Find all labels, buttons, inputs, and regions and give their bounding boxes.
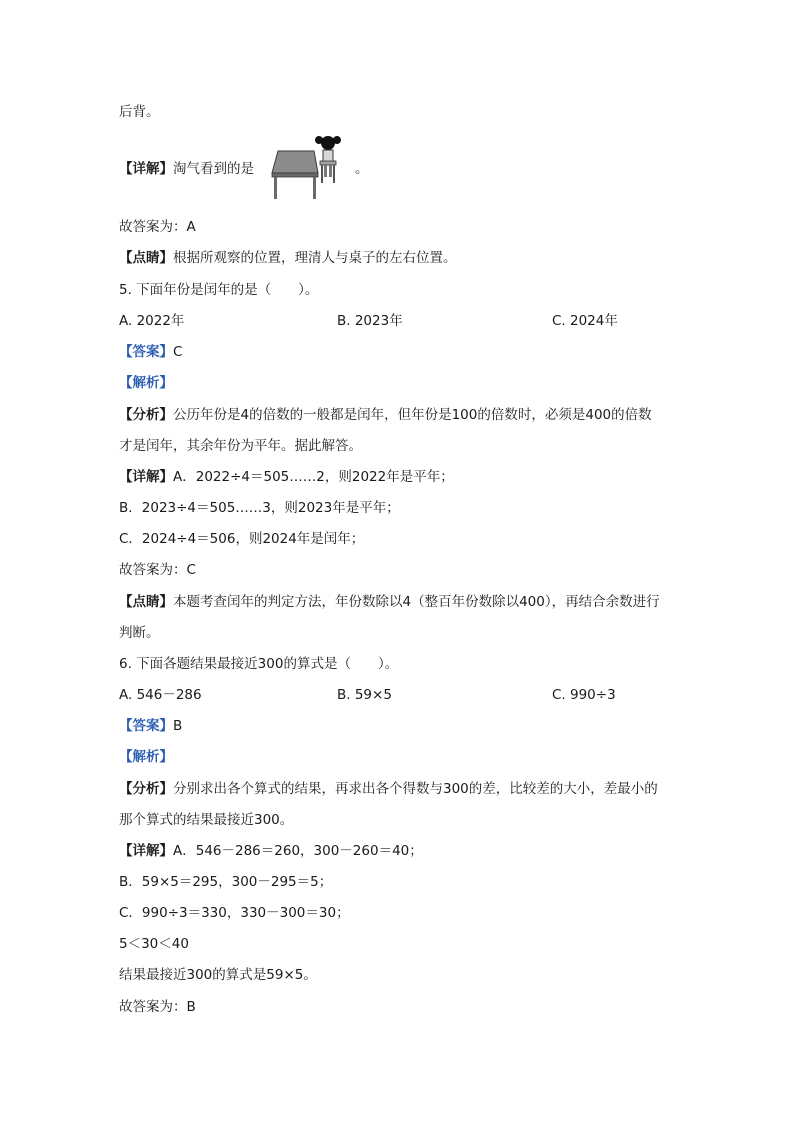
q5-detail-line-3: C．2024÷4＝506，则2024年是闰年； (119, 531, 365, 547)
q6-answer-line (119, 717, 182, 735)
tip-text: 根据所观察的位置，理清人与桌子的左右位置。 (173, 250, 457, 266)
answer-tag: 【答案】 (119, 344, 173, 360)
detail-text: A．546－286＝260，300－260＝40； (173, 843, 423, 859)
answer-tag: 【答案】 (119, 718, 173, 734)
q6-analysis-tag (119, 748, 173, 766)
q6-conclusion-line: 结果最接近300的算式是59×5。 (119, 967, 317, 983)
text-line: 后背。 (119, 104, 160, 120)
detail-tag: 【详解】 (119, 469, 173, 485)
q6-detail-line-2: B．59×5＝295，300－295＝5； (119, 874, 333, 890)
q5-detail-line-1 (119, 468, 454, 486)
q6-detail-line-3: C．990÷3＝330，330－300＝30； (119, 905, 350, 921)
q5-fenxi-line-1 (119, 406, 652, 424)
q5-fenxi-line-2: 才是闰年，其余年份为平年。据此解答。 (119, 438, 362, 454)
q5-option-b: B. 2023年 (337, 313, 403, 329)
q5-answer-line (119, 343, 182, 361)
fenxi-text: 公历年份是4的倍数的一般都是闰年，但年份是100的倍数时，必须是400的倍数 (173, 407, 652, 423)
q5-detail-line-2: B．2023÷4＝505……3，则2023年是平年； (119, 500, 400, 516)
q6-option-a: A. 546－286 (119, 687, 202, 703)
q6-option-b: B. 59×5 (337, 687, 392, 703)
q6-answer-line-final: 故答案为：B (119, 999, 196, 1015)
analysis-tag: 【解析】 (119, 375, 173, 391)
q6-detail-line-1 (119, 842, 423, 860)
q6-fenxi-line-2: 那个算式的结果最接近300。 (119, 812, 294, 828)
q4-answer-line: 故答案为：A (119, 219, 196, 235)
q6-compare-line: 5＜30＜40 (119, 936, 189, 952)
q5-tip-line-1 (119, 593, 660, 611)
tip-text: 本题考查闰年的判定方法，年份数除以4（整百年份数除以400），再结合余数进行 (173, 594, 660, 610)
q6-option-c: C. 990÷3 (552, 687, 616, 703)
tip-tag: 【点睛】 (119, 594, 173, 610)
fenxi-tag: 【分析】 (119, 781, 173, 797)
table-and-girl-icon (268, 133, 348, 203)
q4-tip-line (119, 249, 457, 267)
detail-text: A．2022÷4＝505……2，则2022年是平年； (173, 469, 454, 485)
fenxi-text: 分别求出各个算式的结果，再求出各个得数与300的差，比较差的大小，差最小的 (173, 781, 658, 797)
q5-option-c: C. 2024年 (552, 313, 618, 329)
tip-tag: 【点睛】 (119, 250, 173, 266)
q5-analysis-tag (119, 374, 173, 392)
fenxi-tag: 【分析】 (119, 407, 173, 423)
answer-value: B (173, 718, 183, 734)
q6-question: 6. 下面各题结果最接近300的算式是（ ）。 (119, 656, 399, 672)
detail-end: 。 (355, 161, 369, 177)
q5-answer-line-final: 故答案为：C (119, 562, 196, 578)
detail-text: 淘气看到的是 (173, 161, 254, 177)
q6-fenxi-line-1 (119, 780, 658, 798)
q5-question: 5. 下面年份是闰年的是（ ）。 (119, 282, 319, 298)
detail-tag: 【详解】 (119, 843, 173, 859)
answer-value: C (173, 344, 183, 360)
q5-tip-line-2: 判断。 (119, 625, 160, 641)
q5-option-a: A. 2022年 (119, 313, 185, 329)
detail-tag: 【详解】 (119, 161, 173, 177)
analysis-tag: 【解析】 (119, 749, 173, 765)
q4-detail-line (119, 160, 254, 178)
